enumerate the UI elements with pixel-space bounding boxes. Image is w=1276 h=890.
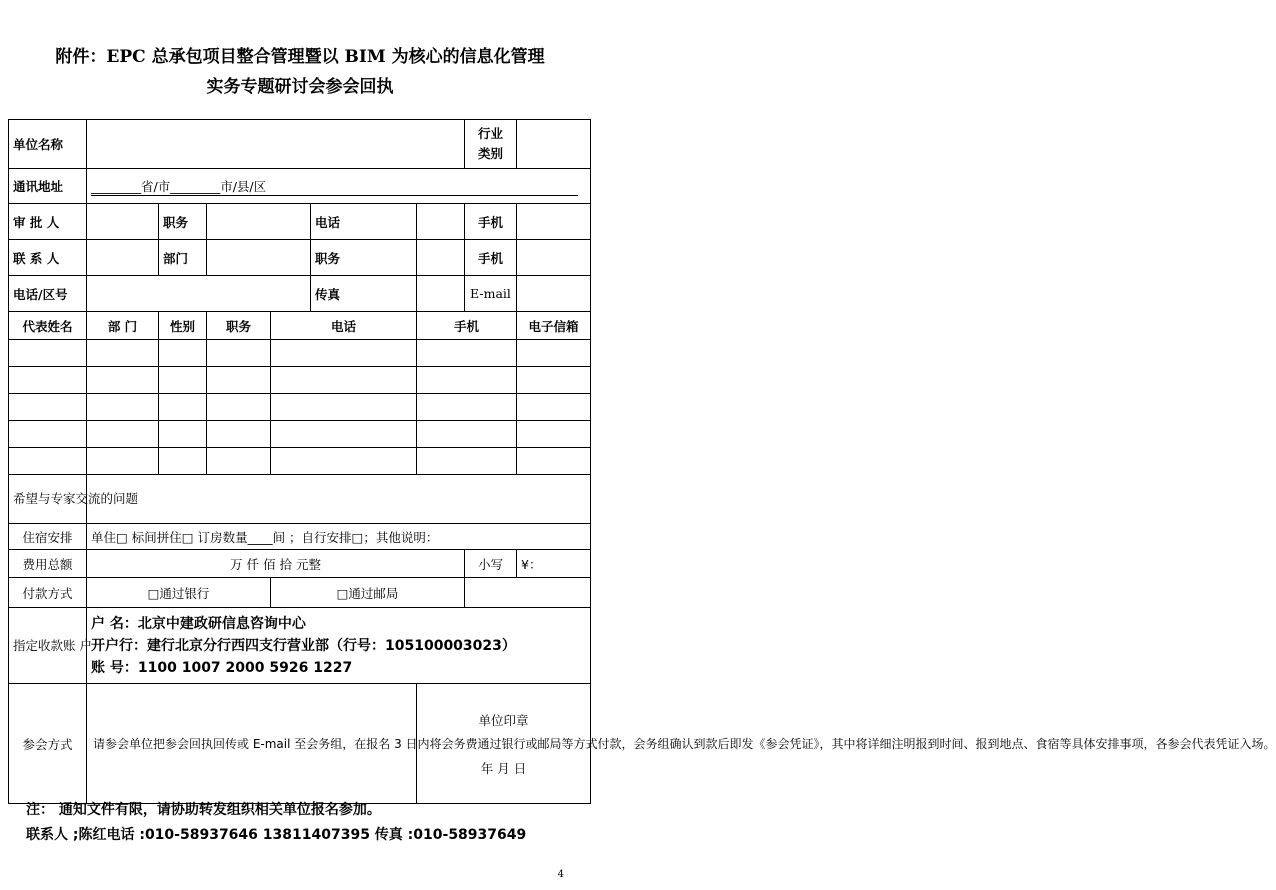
contact-field[interactable] xyxy=(87,240,159,276)
reviewer-mobile-field[interactable] xyxy=(517,204,591,240)
small-amount-field[interactable]: ¥： xyxy=(517,550,591,578)
contact-position-label: 职务 xyxy=(311,240,417,276)
payment-label: 付款方式 xyxy=(9,578,87,608)
rep-row[interactable] xyxy=(9,421,591,448)
lodging-options[interactable]: 单住□ 标间拼住□ 订房数量____间 ；自行安排□；其他说明： xyxy=(87,524,591,550)
reviewer-position-label: 职务 xyxy=(159,204,207,240)
address-field[interactable] xyxy=(87,169,591,204)
department-label: 部门 xyxy=(159,240,207,276)
reviewer-phone-field[interactable] xyxy=(417,204,465,240)
department-field[interactable] xyxy=(207,240,311,276)
fax-field[interactable] xyxy=(417,276,465,312)
rep-row[interactable] xyxy=(9,367,591,394)
email-field[interactable] xyxy=(517,276,591,312)
tel-area-label: 电话/区号 xyxy=(9,276,87,312)
pay-bank-checkbox[interactable]: □通过银行 xyxy=(87,578,271,608)
pay-post-checkbox[interactable]: □通过邮局 xyxy=(271,578,465,608)
expect-label: 希望与专家交流的问题 xyxy=(9,475,87,524)
reviewer-phone-label: 电话 xyxy=(311,204,417,240)
email-label: E-mail xyxy=(465,276,517,312)
contact-mobile-label: 手机 xyxy=(465,240,517,276)
title-line-2: 实务专题研讨会参会回执 xyxy=(206,77,394,97)
rep-row[interactable] xyxy=(9,394,591,421)
rep-row[interactable] xyxy=(9,340,591,367)
rep-row[interactable] xyxy=(9,448,591,475)
page-number: 4 xyxy=(557,869,564,880)
rep-header-gender: 性别 xyxy=(159,312,207,340)
rep-header-position: 职务 xyxy=(207,312,271,340)
payee-account: 账 号：1100 1007 2000 5926 1227 xyxy=(91,659,353,676)
lodging-label: 住宿安排 xyxy=(9,524,87,550)
note-line: 注： 通知文件有限，请协助转发组织相关单位报名参加。 xyxy=(26,802,381,818)
payee-bank: 开户行：建行北京分行西四支行营业部（行号：105100003023） xyxy=(91,637,516,654)
contact-position-field[interactable] xyxy=(417,240,465,276)
rep-header-phone: 电话 xyxy=(271,312,417,340)
reviewer-label: 审 批 人 xyxy=(9,204,87,240)
unit-name-field[interactable] xyxy=(87,120,465,169)
join-label: 参会方式 xyxy=(9,684,87,804)
title-line-1: 附件：EPC 总承包项目整合管理暨以 BIM 为核心的信息化管理 xyxy=(55,47,545,67)
seal-date: 年 月 日 xyxy=(480,760,527,776)
contact-line: 联系人 ;陈红电话 :010-58937646 13811407395 传真 :010-58937649 xyxy=(26,827,527,843)
rep-header-mobile: 手机 xyxy=(417,312,517,340)
payee-name: 户 名：北京中建政研信息咨询中心 xyxy=(91,615,306,632)
contact-label: 联 系 人 xyxy=(9,240,87,276)
small-amount-label: 小写 xyxy=(465,550,517,578)
address-template: ________省/市________市/县/区 xyxy=(91,177,578,196)
rep-header-department: 部 门 xyxy=(87,312,159,340)
contact-mobile-field[interactable] xyxy=(517,240,591,276)
reviewer-mobile-label: 手机 xyxy=(465,204,517,240)
expect-field[interactable] xyxy=(87,475,591,524)
payee-info xyxy=(87,608,591,684)
industry-label: 行业 类别 xyxy=(465,120,517,169)
registration-form xyxy=(8,119,1276,804)
reviewer-position-field[interactable] xyxy=(207,204,311,240)
seal-label: 单位印章 xyxy=(478,712,529,728)
fax-label: 传真 xyxy=(311,276,417,312)
rep-header-email: 电子信箱 xyxy=(517,312,591,340)
industry-field[interactable] xyxy=(517,120,591,169)
seal-area xyxy=(417,684,591,804)
fee-field[interactable]: 万 仟 佰 拾 元整 xyxy=(87,550,465,578)
payee-label: 指定收款账 户 xyxy=(9,608,87,684)
fee-label: 费用总额 xyxy=(9,550,87,578)
address-label: 通讯地址 xyxy=(9,169,87,204)
rep-header-name: 代表姓名 xyxy=(9,312,87,340)
tel-area-field[interactable] xyxy=(87,276,311,312)
join-instructions: 请参会单位把参会回执回传或 E-mail 至会务组，在报名 3 日内将会务费通过银行或邮局等方式付款，会务组确认到款后即发《参会凭证》，其中将详细注明报到时间、报到地点、食宿等具体安排事项，各参会代表凭证入场。 xyxy=(87,684,417,804)
reviewer-field[interactable] xyxy=(87,204,159,240)
unit-name-label: 单位名称 xyxy=(9,120,87,169)
